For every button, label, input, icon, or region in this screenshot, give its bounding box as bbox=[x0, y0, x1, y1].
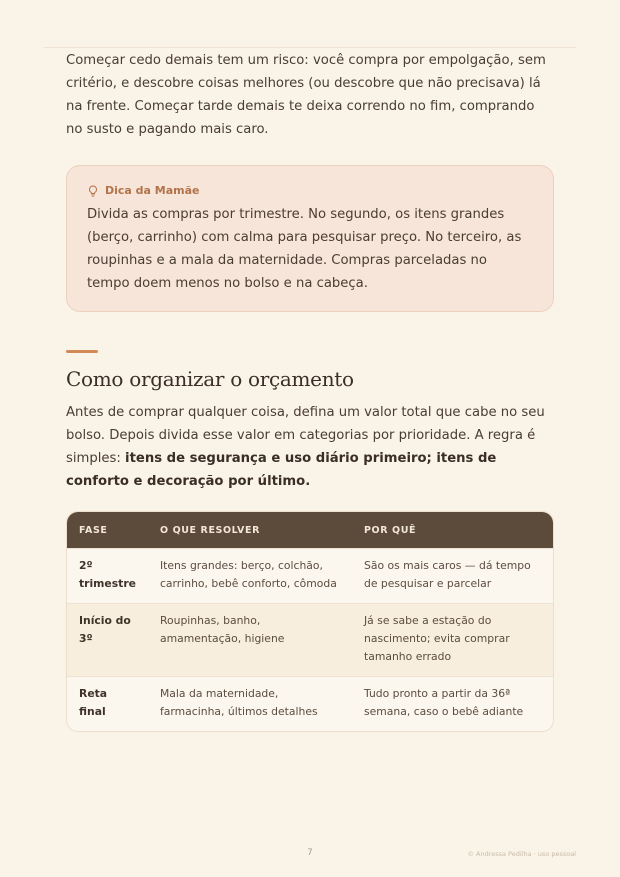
page-number: 7 bbox=[307, 848, 313, 858]
cell-what: Itens grandes: berço, colchão, carrinho, bebê conforto, cômoda bbox=[148, 549, 352, 604]
section-title: Como organizar o orçamento bbox=[66, 367, 354, 391]
section-paragraph bbox=[66, 401, 554, 493]
cell-what: Roupinhas, banho, amamentação, higiene bbox=[148, 604, 352, 677]
cell-phase: 2º trimestre bbox=[67, 549, 148, 604]
top-divider bbox=[44, 47, 576, 48]
tip-title: Dica da Mamãe bbox=[105, 184, 200, 197]
cell-phase: Reta final bbox=[67, 677, 148, 732]
copyright-note: © Andressa Pedilha · uso pessoal bbox=[467, 850, 576, 858]
section-paragraph-text: Antes de comprar qualquer coisa, defina um valor total que cabe no seu bolso. Depois divida esse valor em categorias por prioridade. A regra é simples: bbox=[66, 405, 545, 466]
cell-why: Tudo pronto a partir da 36ª semana, caso o bebê adiante bbox=[352, 677, 553, 732]
tip-callout bbox=[66, 165, 554, 312]
cell-why: Já se sabe a estação do nascimento; evita comprar tamanho errado bbox=[352, 604, 553, 677]
cell-what: Mala da maternidade, farmacinha, últimos detalhes bbox=[148, 677, 352, 732]
table-row bbox=[67, 604, 553, 677]
cell-why: São os mais caros — dá tempo de pesquisar e parcelar bbox=[352, 549, 553, 604]
tip-text: Divida as compras por trimestre. No segundo, os itens grandes (berço, carrinho) com calma para pesquisar preço. No terceiro, as roupinhas e a mala da maternidade. Compras parceladas no tempo doem menos no bolso e na cabeça. bbox=[87, 207, 522, 291]
lightbulb-icon bbox=[87, 185, 99, 197]
tip-header bbox=[87, 184, 533, 197]
section-accent-line bbox=[66, 350, 98, 353]
cell-phase: Início do 3º bbox=[67, 604, 148, 677]
header-fase: FASE bbox=[67, 512, 148, 549]
table-header-row bbox=[67, 512, 553, 549]
header-o-que-resolver: O QUE RESOLVER bbox=[148, 512, 352, 549]
table-row bbox=[67, 549, 553, 604]
phase-table bbox=[66, 511, 554, 732]
header-por-que: POR QUÊ bbox=[352, 512, 553, 549]
section-paragraph-bold: itens de segurança e uso diário primeiro; itens de conforto e decoração por último. bbox=[66, 451, 497, 489]
table-row bbox=[67, 677, 553, 732]
page-content bbox=[66, 49, 554, 732]
intro-paragraph: Começar cedo demais tem um risco: você compra por empolgação, sem critério, e descobre coisas melhores (ou descobre que não precisava) lá na frente. Começar tarde demais te deixa correndo no fim, comprando no susto e pagando mais caro. bbox=[66, 53, 546, 137]
